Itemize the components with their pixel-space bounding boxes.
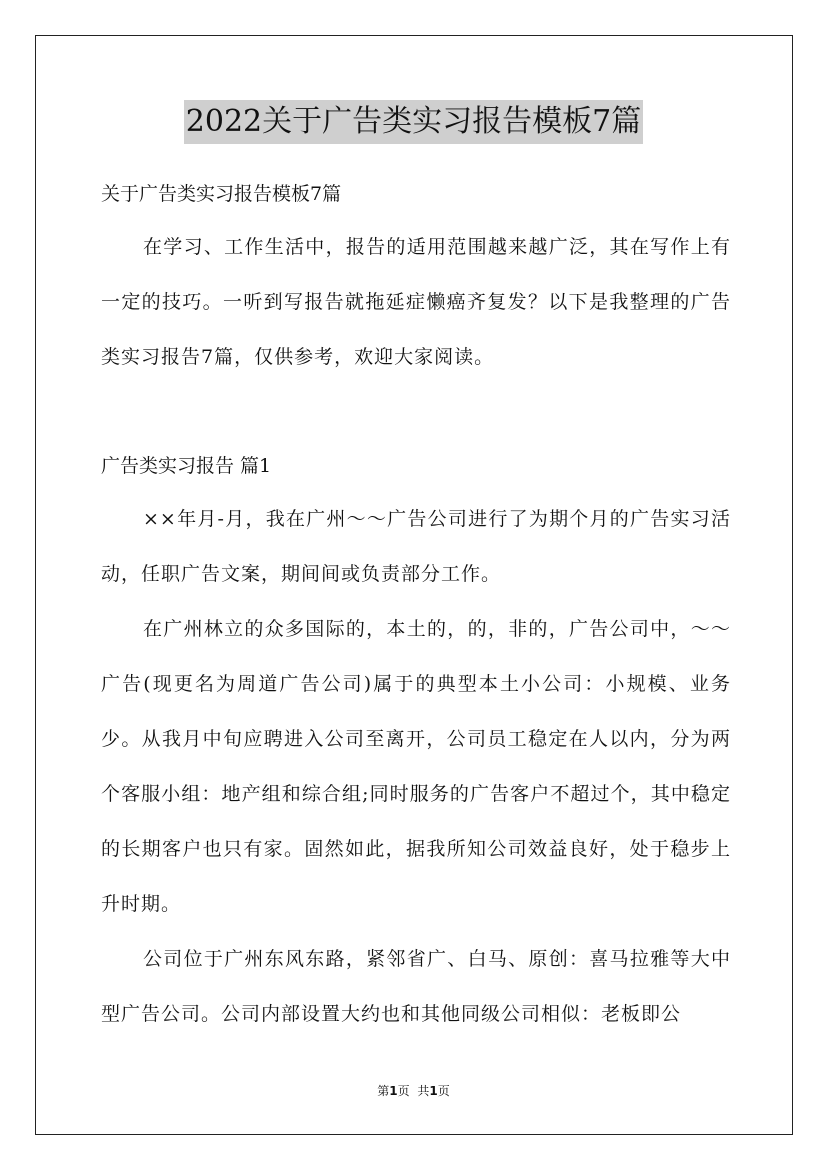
title-container bbox=[0, 100, 827, 144]
intro-block bbox=[101, 220, 731, 385]
total-label-suffix: 页 bbox=[437, 1084, 450, 1098]
total-pages: 1 bbox=[429, 1084, 438, 1098]
document-subtitle: 关于广告类实习报告模板7篇 bbox=[101, 183, 342, 205]
body-paragraph-2: 在广州林立的众多国际的，本土的，的，非的，广告公司中，～～广告(现更名为周道广告公司)属于的典型本土小公司：小规模、业务少。从我月中旬应聘进入公司至离开，公司员工稳定在人以内，分为两个客服小组：地产组和综合组;同时服务的广告客户不超过个，其中稳定的长期客户也只有家。固然如此，据我所知公司效益良好，处于稳步上升时期。 bbox=[101, 618, 731, 915]
body-block bbox=[101, 492, 731, 1042]
total-label-prefix: 共 bbox=[417, 1084, 430, 1098]
page-footer bbox=[0, 1082, 827, 1099]
page-label-prefix: 第 bbox=[377, 1084, 390, 1098]
page-number: 1 bbox=[389, 1084, 398, 1098]
body-paragraph-1: ××年月-月，我在广州～～广告公司进行了为期个月的广告实习活动，任职广告文案，期间间或负责部分工作。 bbox=[101, 508, 731, 585]
document-title: 2022关于广告类实习报告模板7篇 bbox=[184, 100, 643, 144]
page-label-suffix: 页 bbox=[397, 1084, 410, 1098]
section-title: 广告类实习报告 篇1 bbox=[101, 455, 272, 477]
body-paragraph-3: 公司位于广州东风东路，紧邻省广、白马、原创：喜马拉雅等大中型广告公司。公司内部设置大约也和其他同级公司相似：老板即公 bbox=[101, 948, 731, 1025]
intro-paragraph: 在学习、工作生活中，报告的适用范围越来越广泛，其在写作上有一定的技巧。一听到写报告就拖延症懒癌齐复发？以下是我整理的广告类实习报告7篇，仅供参考，欢迎大家阅读。 bbox=[101, 236, 731, 368]
